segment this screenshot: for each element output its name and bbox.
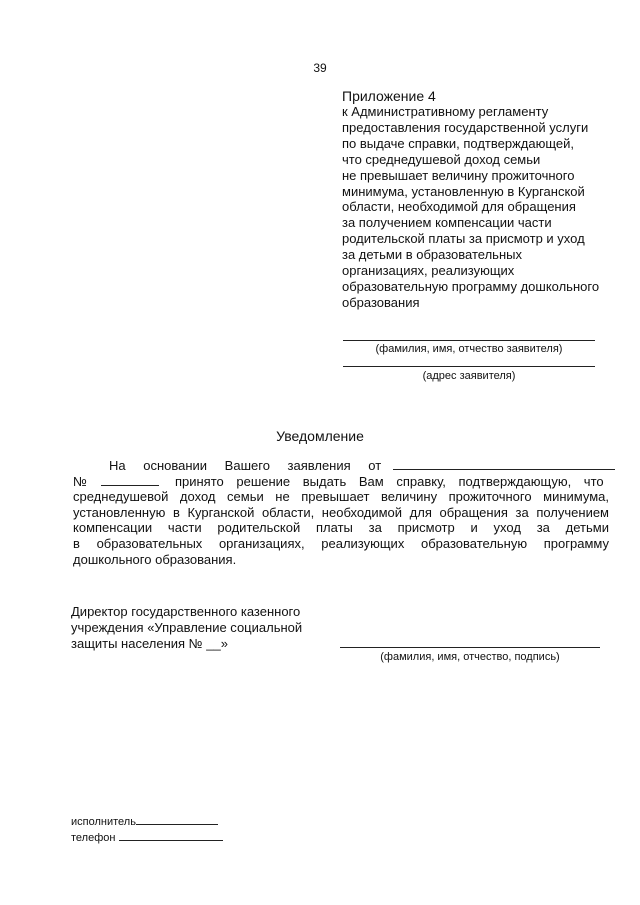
- notice-line: установленную в Курганской области, необходимой для обращения за получением: [73, 504, 609, 520]
- applicant-name-line: [343, 340, 595, 341]
- director-line: защиты населения № __»: [71, 635, 228, 651]
- applicant-address-caption: (адрес заявителя): [422, 370, 516, 382]
- appendix-line: образовательную программу дошкольного: [342, 278, 600, 294]
- appendix-line: к Административному регламенту: [342, 104, 549, 119]
- appendix-line: предоставления государственной услуги: [342, 119, 589, 135]
- page-number: 39: [313, 61, 327, 75]
- notice-line: компенсации части родительской платы за присмотр и уход за детьми: [73, 520, 609, 536]
- phone-field: [119, 830, 223, 841]
- applicant-address-line: [343, 366, 595, 367]
- director-block: [71, 604, 331, 651]
- notice-line-2: [73, 474, 609, 490]
- appendix-line: за детьми в образовательных: [342, 247, 522, 263]
- phone-label: телефон: [71, 832, 116, 844]
- notice-line: среднедушевой доход семьи не превышает величину прожиточного минимума,: [73, 489, 609, 505]
- notice-line-1: [73, 458, 609, 474]
- executor-label: исполнитель: [71, 816, 136, 828]
- appendix-line: не превышает величину прожиточного: [342, 167, 575, 183]
- notice-line-2-text: принято решение выдать Вам справку, подтверждающую, что: [174, 473, 604, 489]
- appendix-line: организациях, реализующих: [342, 263, 515, 279]
- appendix-title: Приложение 4: [342, 88, 436, 104]
- number-sign: №: [73, 473, 87, 489]
- director-signature-line: [340, 647, 600, 648]
- director-line: Директор государственного казенного: [71, 604, 301, 619]
- executor-field: [136, 814, 218, 825]
- notice-line-1-text: На основании Вашего заявления от: [109, 458, 382, 473]
- director-signature-caption: (фамилия, имя, отчество, подпись): [380, 651, 560, 663]
- appendix-line: области, необходимой для обращения: [342, 199, 576, 215]
- application-date-field: [393, 458, 615, 470]
- appendix-line: за получением компенсации части: [342, 215, 552, 231]
- application-number-field: [101, 474, 159, 486]
- notice-heading: Уведомление: [276, 428, 364, 444]
- appendix-block: [342, 88, 610, 311]
- appendix-line: что среднедушевой доход семьи: [342, 151, 541, 167]
- executor-row: [71, 814, 218, 828]
- notice-last-line: дошкольного образования.: [73, 551, 237, 567]
- notice-line: в образовательных организациях, реализующих образовательную программу: [73, 535, 609, 551]
- director-line: учреждения «Управление социальной: [71, 619, 303, 635]
- appendix-line: минимума, установленную в Курганской: [342, 183, 585, 199]
- phone-row: [71, 830, 223, 844]
- appendix-line: образования: [342, 294, 420, 310]
- notice-body: [73, 458, 609, 567]
- appendix-line: по выдаче справки, подтверждающей,: [342, 135, 575, 151]
- applicant-name-caption: (фамилия, имя, отчество заявителя): [375, 343, 563, 355]
- appendix-line: родительской платы за присмотр и уход: [342, 231, 585, 247]
